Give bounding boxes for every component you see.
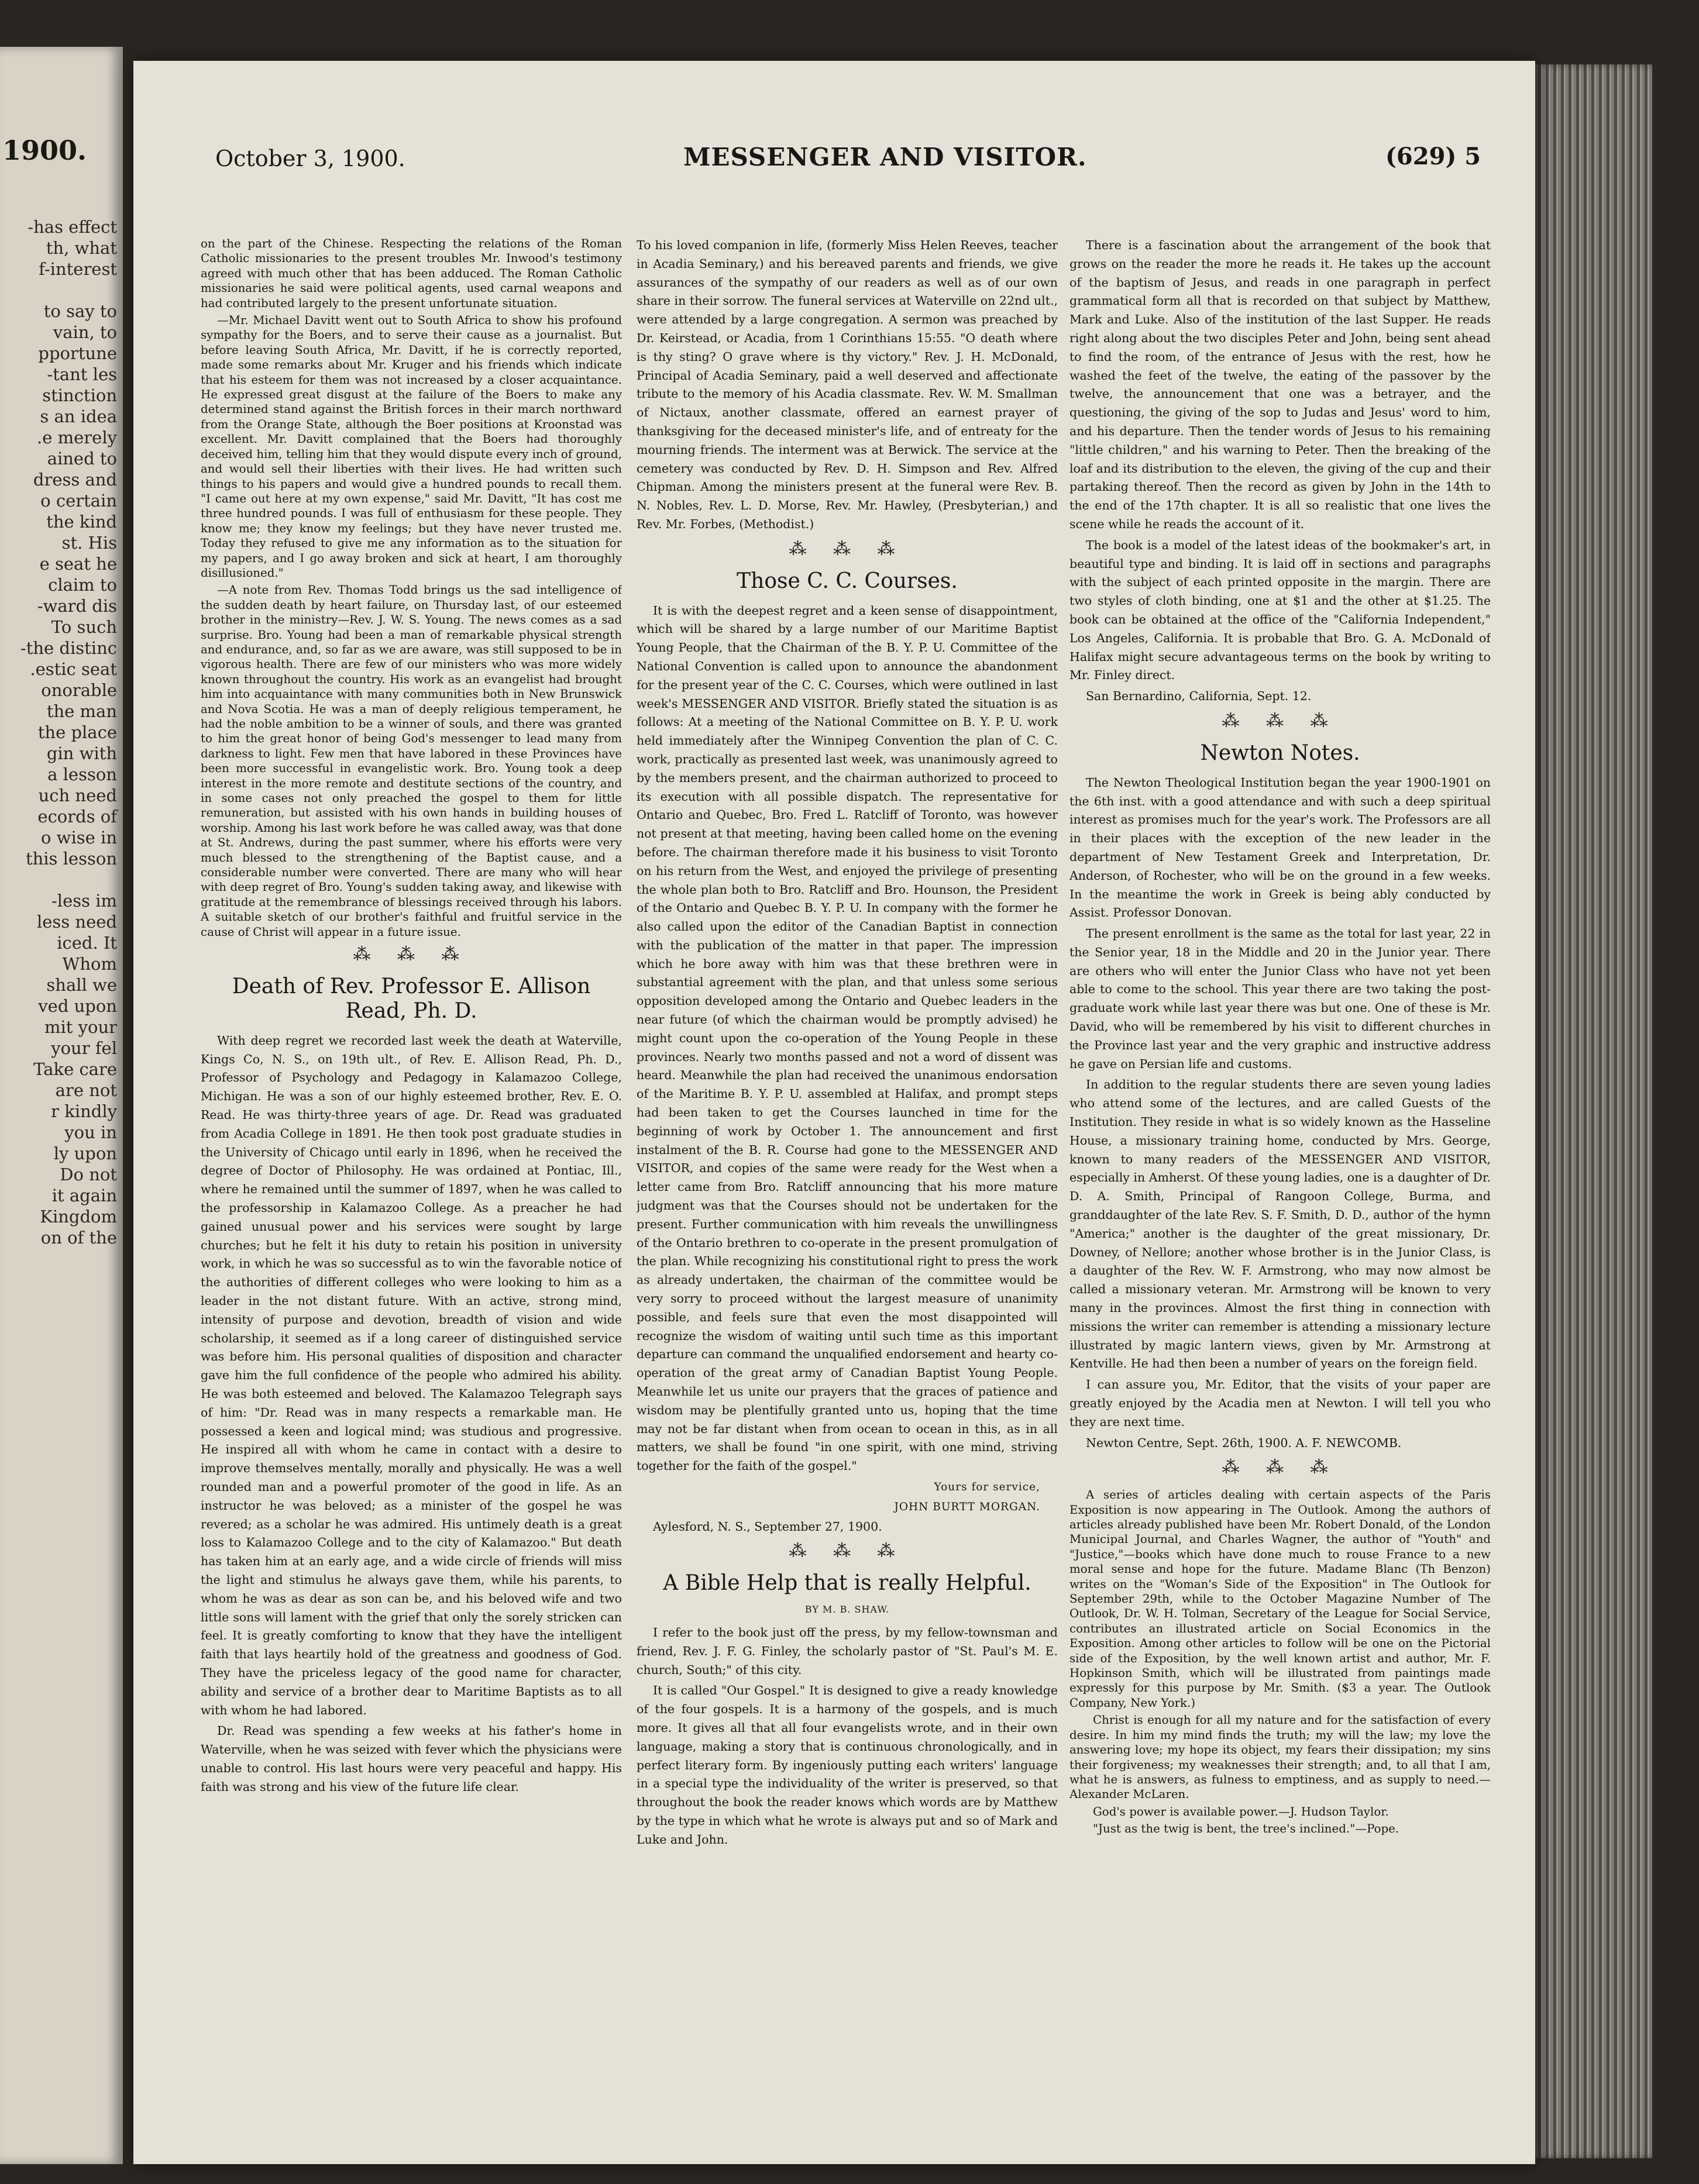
bible-help-paragraph-2: It is called "Our Gospel." It is designed to give a ready knowledge of the four gospels. It is a harmony of the gospels, and is much more. It gives all that all four evangelists wrote, and in their own language, making a story that is continuous chronologically, and in perfect literary form. By ingeniously putting each writers' language in a special type the individuality of the writer is preserved, so that throughout the book the reader knows which words are by Matthew by the type in which what he wrote is always put and so of Mark and Luke and John.	[637, 1683, 1058, 1847]
bible-help-heading: A Bible Help that is really Helpful.	[663, 1571, 1031, 1596]
bible-help-dateline: San Bernardino, California, Sept. 12.	[1086, 689, 1312, 704]
page-edges	[1535, 64, 1652, 2158]
outlook-exposition-paragraph: A series of articles dealing with certain aspects of the Paris Exposition is now appearing in The Outlook. Among the authors of articles already published have been Mr. Robert Donald, of the London Municipal Journal, and Charles Wagner, the author of "Youth" and "Justice,"—books which have done much to rouse France to a new moral sense and hope for the future. Madame Blanc (Th Benzon) writes on the "Woman's Side of the Exposition" in The Outlook for September 29th, while to the October Magazine Number of The Outlook, Dr. W. H. Tolman, Secretary of the League for Social Service, contributes an illustrated article on Social Economics in the Exposition. Among other articles to follow will be one on the Pictorial side of the Exposition, by the well known artist and author, Mr. F. Hopkinson Smith, which will be illustrated from paintings made expressly for this purpose by Mr. Smith. ($3 a year. The Outlook Company, New York.)	[1069, 1488, 1491, 1710]
cc-closing: Yours for service,	[934, 1481, 1040, 1493]
ornament-divider: ⁂ ⁂ ⁂	[789, 1541, 906, 1562]
cc-courses-heading: Those C. C. Courses.	[737, 569, 958, 593]
read-obituary-illness: Dr. Read was spending a few weeks at his father's home in Waterville, when he was seized with fever which the physicians were unable to control. His last hours were very peaceful and happy. His faith was strong and his view of the future life clear.	[201, 1724, 622, 1794]
page-number: (629) 5	[1385, 143, 1481, 170]
adjacent-page	[0, 47, 123, 2164]
newton-notes-paragraph-4: I can assure you, Mr. Editor, that the visits of your paper are greatly enjoyed by the Acadia men at Newton. I will tell you who they are next time.	[1069, 1377, 1491, 1429]
newton-notes-paragraph-3: In addition to the regular students there are seven young ladies who attend some of the lectures, and are called Guests of the Institution. They reside in what is so widely known as the Hasseline House, a missionary training home, conducted by Mrs. George, known to many readers of the MESSENGER AND VISITOR, especially in Amherst. Of these young ladies, one is a daughter of Dr. D. A. Smith, Principal of Rangoon College, Burma, and granddaughter of the late Rev. S. F. Smith, D. D., author of the hymn "America;" another is the daughter of the great missionary, Dr. Downey, of Nellore; another whose brother is in the Junior Class, is a daughter of the Rev. W. F. Armstrong, who may now almost be called a missionary veteran. Mr. Armstrong will be known to very many in the provinces. Almost the first thing in connection with missions the writer can remember is attending a missionary lecture illustrated by magic lantern views, given by Mr. Armstrong at Kentville. He had then been a number of years on the foreign field.	[1069, 1077, 1491, 1371]
masthead-title: MESSENGER AND VISITOR.	[683, 143, 1087, 171]
adjacent-page-fragments: has effect- th, what f-interest to say to vain, to pportune tant les- stinction s an idea e merely. ained to dress and o certain the kind st. His e seat he claim to ward dis- To such the distinc- estic seat. onorable the man the place gin with a lesson uch need ecords of o wise in this lesson less im- less need iced. It Whom shall we ved upon mit your your fel Take care are not r kindly you in ly upon Do not it again Kingdom on of the	[20, 217, 117, 1248]
bible-help-paragraph-1: I refer to the book just off the press, by my fellow-townsman and friend, Rev. J. F. G. Finley, the scholarly pastor of "St. Paul's M. E. church, South;" of this city.	[637, 1625, 1058, 1677]
bible-help-paragraph-3: There is a fascination about the arrangement of the book that grows on the reader the more he reads it. He takes up the account of the baptism of Jesus, and reads in one paragraph in perfect grammatical form all that is recorded on that subject by Matthew, Mark and Luke. Also of the institution of the last Supper. He reads right along about the two disciples Peter and John, being sent ahead to find the room, of the entrance of Jesus with the rest, how he washed the feet of the twelve, the eating of the passover by the twelve, the announcement that one was a betrayer, and the questioning, the giving of the sop to Judas and Jesus' word to him, and his departure. Then the tender words of Jesus to his remaining "little children," and his warning to Peter. Then the breaking of the loaf and its distribution to the eleven, the giving of the cup and their partaking thereof. Then the record as given by John in the 14th to the end of the 17th chapter. It is all so realistic that one lives the scene while he reads the account of it.	[1069, 238, 1491, 531]
cc-dateline: Aylesford, N. S., September 27, 1900.	[653, 1519, 882, 1534]
column-2	[637, 236, 1058, 2155]
pope-quote: "Just as the twig is bent, the tree's inclined."—Pope.	[1093, 1822, 1399, 1836]
ornament-divider: ⁂ ⁂ ⁂	[1222, 1457, 1339, 1478]
page-header	[133, 61, 1535, 178]
ornament-divider: ⁂ ⁂ ⁂	[789, 538, 906, 559]
column-3	[1069, 236, 1491, 2155]
newton-notes-paragraph-2: The present enrollment is the same as the total for last year, 22 in the Senior year, 18 in the Middle and 20 in the Junior year. There are others who will enter the Junior Class who have not yet been able to come to the school. This year there are two taking the post-graduate work while last year there was but one. One of these is Mr. David, who will be remembered by his visit to different churches in the Province last year and the very graphic and instructive address he gave on Persian life and customs.	[1069, 926, 1491, 1071]
bible-help-byline: BY M. B. SHAW.	[804, 1604, 890, 1615]
newspaper-page	[133, 61, 1535, 2164]
mclaren-quote: Christ is enough for all my nature and for the satisfaction of every desire. In him my mind finds the truth; my will the law; my love the answering love; my hope its object, my fears their dissipation; my sins their forgiveness; my weaknesses their strength; and, to all that I am, what he is answers, as fulness to emptiness, and as supply to need.—Alexander McLaren.	[1069, 1713, 1491, 1801]
newton-notes-paragraph-1: The Newton Theological Institution began the year 1900-1901 on the 6th inst. with a good attendance and with such a deep spiritual interest as promises much for the year's work. The Professors are all in their places with the exception of the new leader in the department of New Testament Greek and Interpretation, Dr. Anderson, of Rochester, who will be on the ground in a few weeks. In the meantime the work in Greek is being ably conducted by Assist. Professor Donovan.	[1069, 775, 1491, 920]
read-obituary-body: With deep regret we recorded last week the death at Waterville, Kings Co, N. S., on 19th ult., of Rev. E. Allison Read, Ph. D., Professor of Psychology and Pedagogy in Kalamazoo College, Michigan. He was a son of our highly esteemed brother, Rev. E. O. Read. He was thirty-three years of age. Dr. Read was graduated from Acadia College in 1891. He then took post graduate studies in the University of Chicago until early in 1896, when he received the degree of Doctor of Philosophy. He was ordained at Pontiac, Ill., where he remained until the summer of 1897, when he was called to the professorship in Kalamazoo College. As a preacher he had gained unusual power and his services were sought by large churches; but he felt it his duty to retain his position in university work, in which he was so successful as to win the favorable notice of the authorities of different colleges who were looking to him as a leader in the not distant future. With an active, strong mind, intensity of purpose and devotion, breadth of vision and wide scholarship, it seemed as if a long career of distinguished service was before him. His personal qualities of disposition and character gave him the full confidence of the people who admired his ability. He was both esteemed and beloved. The Kalamazoo Telegraph says of him: "Dr. Read was in many respects a remarkable man. He possessed a keen and logical mind; was studious and progressive. He inspired all with whom he came in contact with a desire to improve themselves mentally, morally and physically. He was a well rounded man and a powerful promoter of the good in life. As an instructor he was beloved; as a minister of the gospel he was revered; as a scholar he was admired. His untimely death is a great loss to Kalamazoo College and to the city of Kalamazoo." But death has taken him at an early age, and a wide circle of friends will miss the light and stimulus he always gave them, while his parents, to whom he was as dear as son can be, and his beloved wife and two little sons will lament with the grief that only the sorely stricken can feel. It is greatly comforting to know that they have the intelligent faith that lays heartily hold of the greatness and goodness of God. They have the priceless legacy of the good name for character, ability and service of a brother dear to Maritime Baptists as to all with whom he had labored.	[201, 1033, 622, 1717]
davitt-paragraph: —Mr. Michael Davitt went out to South Africa to show his profound sympathy for the Boers, and to serve their cause as a journalist. But before leaving South Africa, Mr. Davitt, if he is correctly reported, made some remarks about Mr. Kruger and his friends which indicate that his esteem for them was not increased by a closer acquaintance. He expressed great disgust at the failure of the Boers to make any determined stand against the British forces in their march northward from the Orange State, although the Boer positions at Kroonstad was excellent. Mr. Davitt complained that the Boers had thoroughly deceived him, telling him that they would dispute every inch of ground, and would sell their liberties with their lives. He had written such things to his papers and would give a hundred pounds to recall them. "I came out here at my own expense," said Mr. Davitt, "It has cost me three hundred pounds. I was full of enthusiasm for these people. They know me; they know my feelings; but they have never trusted me. Today they refused to give me any information as to the situation for my papers, and I go away broken and sick at heart, I am thoroughly disillusioned."	[201, 314, 622, 580]
newton-notes-heading: Newton Notes.	[1200, 740, 1360, 765]
young-obituary-paragraph: —A note from Rev. Thomas Todd brings us the sad intelligence of the sudden death by heart failure, on Thursday last, of our esteemed brother in the ministry—Rev. J. W. S. Young. The news comes as a sad surprise. Bro. Young had been a man of remarkable physical strength and endurance, and, so far as we are aware, was still supposed to be in vigorous health. There are few of our ministers who was more widely known throughout the country. His work as an evangelist had brought him into acquaintance with many communities both in New Brunswick and Nova Scotia. He was a man of deeply religious temperament, he had the noble ambition to be a winner of souls, and there was granted to him the great honor of being God's messenger to lead many from darkness to light. Few men that have labored in these Provinces have been more successful in evangelistic work. Bro. Young took a deep interest in the more remote and destitute sections of the country, and in some cases not only preached the gospel to them for little remuneration, but assisted with his own hands in building houses of worship. Among his last work before he was called away, was that done at St. Andrews, during the past summer, where his efforts were very much blessed to the strengthening of the Baptist cause, and a considerable number were converted. There are many who will hear with deep regret of Bro. Young's sudden taking away, and likewise with gratitude at the remembrance of blessings received through his labors. A suitable sketch of our brother's faithful and fruitful service in the cause of Christ will appear in a future issue.	[201, 583, 622, 939]
adjacent-page-year: 1900.	[2, 135, 87, 166]
chinese-missionaries-paragraph: on the part of the Chinese. Respecting the relations of the Roman Catholic missionaries to the present troubles Mr. Inwood's testimony agreed with much other that has been adduced. The Roman Catholic missionaries he said were political agents, used carnal weapons and had contributed largely to the present unfortunate situation.	[201, 237, 622, 310]
ornament-divider: ⁂ ⁂ ⁂	[1222, 710, 1339, 731]
newton-notes-dateline: Newton Centre, Sept. 26th, 1900. A. F. NEWCOMB.	[1086, 1435, 1402, 1450]
column-1	[201, 236, 622, 2155]
ornament-divider: ⁂ ⁂ ⁂	[353, 944, 470, 965]
issue-date: October 3, 1900.	[215, 146, 405, 171]
cc-signature: JOHN BURTT MORGAN.	[894, 1500, 1040, 1513]
taylor-quote: God's power is available power.—J. Hudson Taylor.	[1093, 1804, 1389, 1818]
read-obituary-heading: Death of Rev. Professor E. Allison Read, Ph. D.	[232, 974, 591, 1023]
bible-help-paragraph-4: The book is a model of the latest ideas of the bookmaker's art, in beautiful type and binding. It is laid off in sections and paragraphs with the subject of each printed opposite in the margin. There are two styles of cloth binding, one at $1 and the other at $1.25. The book can be obtained at the office of the "California Independent," Los Angeles, California. It is probable that Bro. G. A. McDonald of Halifax might secure advantageous terms on the book by writing to Mr. Finley direct.	[1069, 538, 1491, 683]
read-funeral-paragraph: To his loved companion in life, (formerly Miss Helen Reeves, teacher in Acadia Seminary,) and his bereaved parents and friends, we give assurances of the sympathy of our readers as well as of our own share in their sorrow. The funeral services at Waterville on 22nd ult., were attended by a large congregation. A sermon was preached by Dr. Keirstead, or Acadia, from 1 Corinthians 15:55. "O death where is thy sting? O grave where is thy victory." Rev. J. H. McDonald, Principal of Acadia Seminary, paid a well deserved and affectionate tribute to the memory of his Acadia classmate. Rev. W. M. Smallman of Nictaux, another classmate, offered an earnest prayer of thanksgiving for the deceased minister's life, and of entreaty for the mourning friends. The interment was at Berwick. The service at the cemetery was conducted by Rev. D. H. Simpson and Rev. Alfred Chipman. Among the ministers present at the funeral were Rev. B. N. Nobles, Rev. L. D. Morse, Rev. Mr. Hawley, (Presbyterian,) and Rev. Mr. Forbes, (Methodist.)	[637, 238, 1058, 531]
cc-courses-body: It is with the deepest regret and a keen sense of disappointment, which will be shared by a large number of our Maritime Baptist Young People, that the Chairman of the B. Y. P. U. Committee of the National Convention is called upon to announce the abandonment for the present year of the C. C. Courses, which were outlined in last week's MESSENGER AND VISITOR. Briefly stated the situation is as follows: At a meeting of the National Committee on B. Y. P. U. work held immediately after the Winnipeg Convention the plan of C. C. work, practically as presented last week, was unanimously agreed to by the members present, and the chairman authorized to proceed to its execution with all possible dispatch. The representative for Ontario and Quebec, Bro. Fred L. Ratcliff of Toronto, was however not present at that meeting, having been called home on the evening before. The chairman therefore made it his business to visit Toronto on his return from the West, and enjoyed the privilege of presenting the whole plan both to Bro. Ratcliff and Bro. Hounson, the President of the Ontario and Quebec B. Y. P. U. In company with the former he also called upon the editor of the Canadian Baptist in connection with the publication of the matter in that paper. The impression which he bore away with him was that these brethren were in substantial agreement with the plan, and that unless some serious opposition developed among the Ontario and Quebec leaders in the near future (of which the chairman would be promptly advised) he might count upon the co-operation of the Young People in these provinces. Nearly two months passed and not a word of dissent was heard. Meanwhile the plan had received the unanimous endorsation of the Maritime B. Y. P. U. assembled at Halifax, and prompt steps had been taken to get the Courses launched in time for the beginning of work by October 1. The announcement and first instalment of the B. R. Course had gone to the MESSENGER AND VISITOR, and copies of the same were ready for the West when a letter came from Bro. Ratcliff announcing that his more mature judgment was that the Courses should not be undertaken for the present. Further communication with him reveals the unwillingness of the Ontario brethren to co-operate in the present promulgation of the plan. While recognizing his constitutional right to press the work as already undertaken, the chairman of the committee would be very sorry to proceed without the largest measure of unanimity possible, and feels sure that even the most disappointed will recognize the wisdom of waiting until such time as this important departure can command the unqualified endorsement and hearty co-operation of the great army of Canadian Baptist Young People. Meanwhile let us unite our prayers that the graces of patience and wisdom may be plentifully granted unto us, hoping that the time may not be far distant when from ocean to ocean in this, as in all matters, we shall be found "in one spirit, with one mind, striving together for the faith of the gospel."	[637, 603, 1058, 1473]
